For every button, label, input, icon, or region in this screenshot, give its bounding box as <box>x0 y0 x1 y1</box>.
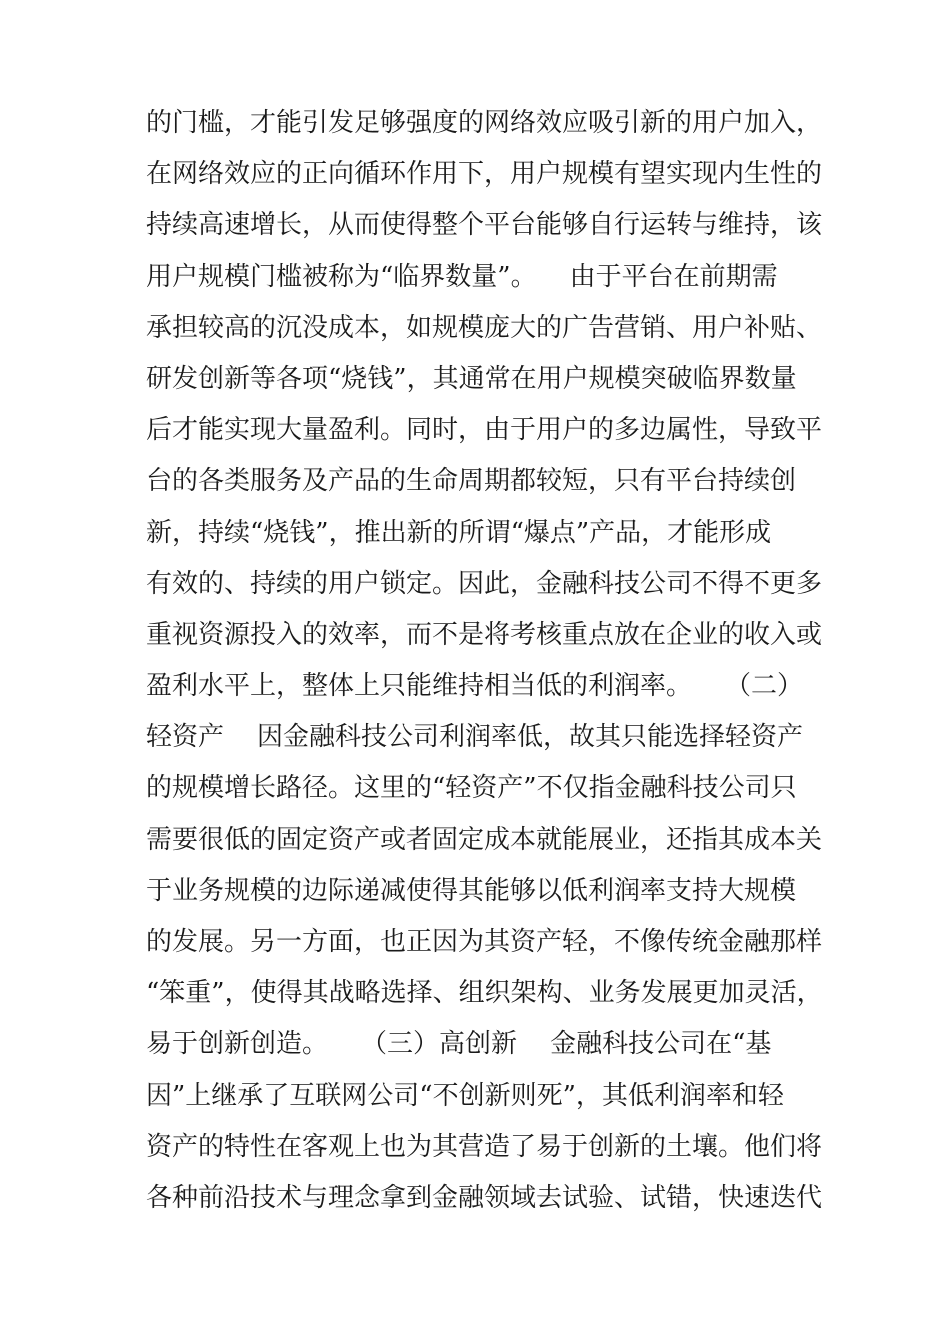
text-line: 持续高速增长，从而使得整个平台能够自行运转与维持，该 <box>146 210 823 241</box>
text-line: 重视资源投入的效率，而不是将考核重点放在企业的收入或 <box>146 619 823 650</box>
text-line: 在网络效应的正向循环作用下，用户规模有望实现内生性的 <box>146 159 823 190</box>
text-line: 各种前沿技术与理念拿到金融领域去试验、试错，快速迭代 <box>146 1182 823 1213</box>
body-text <box>146 98 826 1224</box>
text-line: 用户规模门槛被称为“临界数量”。 由于平台在前期需 <box>146 261 778 292</box>
text-line: 后才能实现大量盈利。同时，由于用户的多边属性，导致平 <box>146 415 823 446</box>
text-line: 因”上继承了互联网公司“不创新则死”，其低利润率和轻 <box>146 1080 784 1111</box>
text-line: 的发展。另一方面，也正因为其资产轻，不像传统金融那样 <box>146 927 823 957</box>
text-line: 盈利水平上，整体上只能维持相当低的利润率。 （二） <box>146 671 804 702</box>
text-line: 需要很低的固定资产或者固定成本就能展业，还指其成本关 <box>146 824 823 855</box>
text-line: 的门槛，才能引发足够强度的网络效应吸引新的用户加入， <box>146 108 823 138</box>
text-line: 于业务规模的边际递减使得其能够以低利润率支持大规模 <box>146 875 797 906</box>
text-line: 新，持续“烧钱”，推出新的所谓“爆点”产品，才能形成 <box>146 517 772 548</box>
text-line: 承担较高的沉没成本，如规模庞大的广告营销、用户补贴、 <box>146 312 823 343</box>
text-line: 易于创新创造。 （三）高创新 金融科技公司在“基 <box>146 1029 772 1060</box>
text-line: “笨重”，使得其战略选择、组织架构、业务发展更加灵活， <box>146 978 823 1009</box>
text-line: 有效的、持续的用户锁定。因此，金融科技公司不得不更多 <box>146 568 823 599</box>
text-line: 研发创新等各项“烧钱”，其通常在用户规模突破临界数量 <box>146 363 797 394</box>
text-line: 资产的特性在客观上也为其营造了易于创新的土壤。他们将 <box>146 1131 823 1162</box>
text-line: 的规模增长路径。这里的“轻资产”不仅指金融科技公司只 <box>146 773 797 804</box>
text-line: 轻资产 因金融科技公司利润率低，故其只能选择轻资产 <box>146 722 804 753</box>
text-line: 台的各类服务及产品的生命周期都较短，只有平台持续创 <box>146 466 797 497</box>
